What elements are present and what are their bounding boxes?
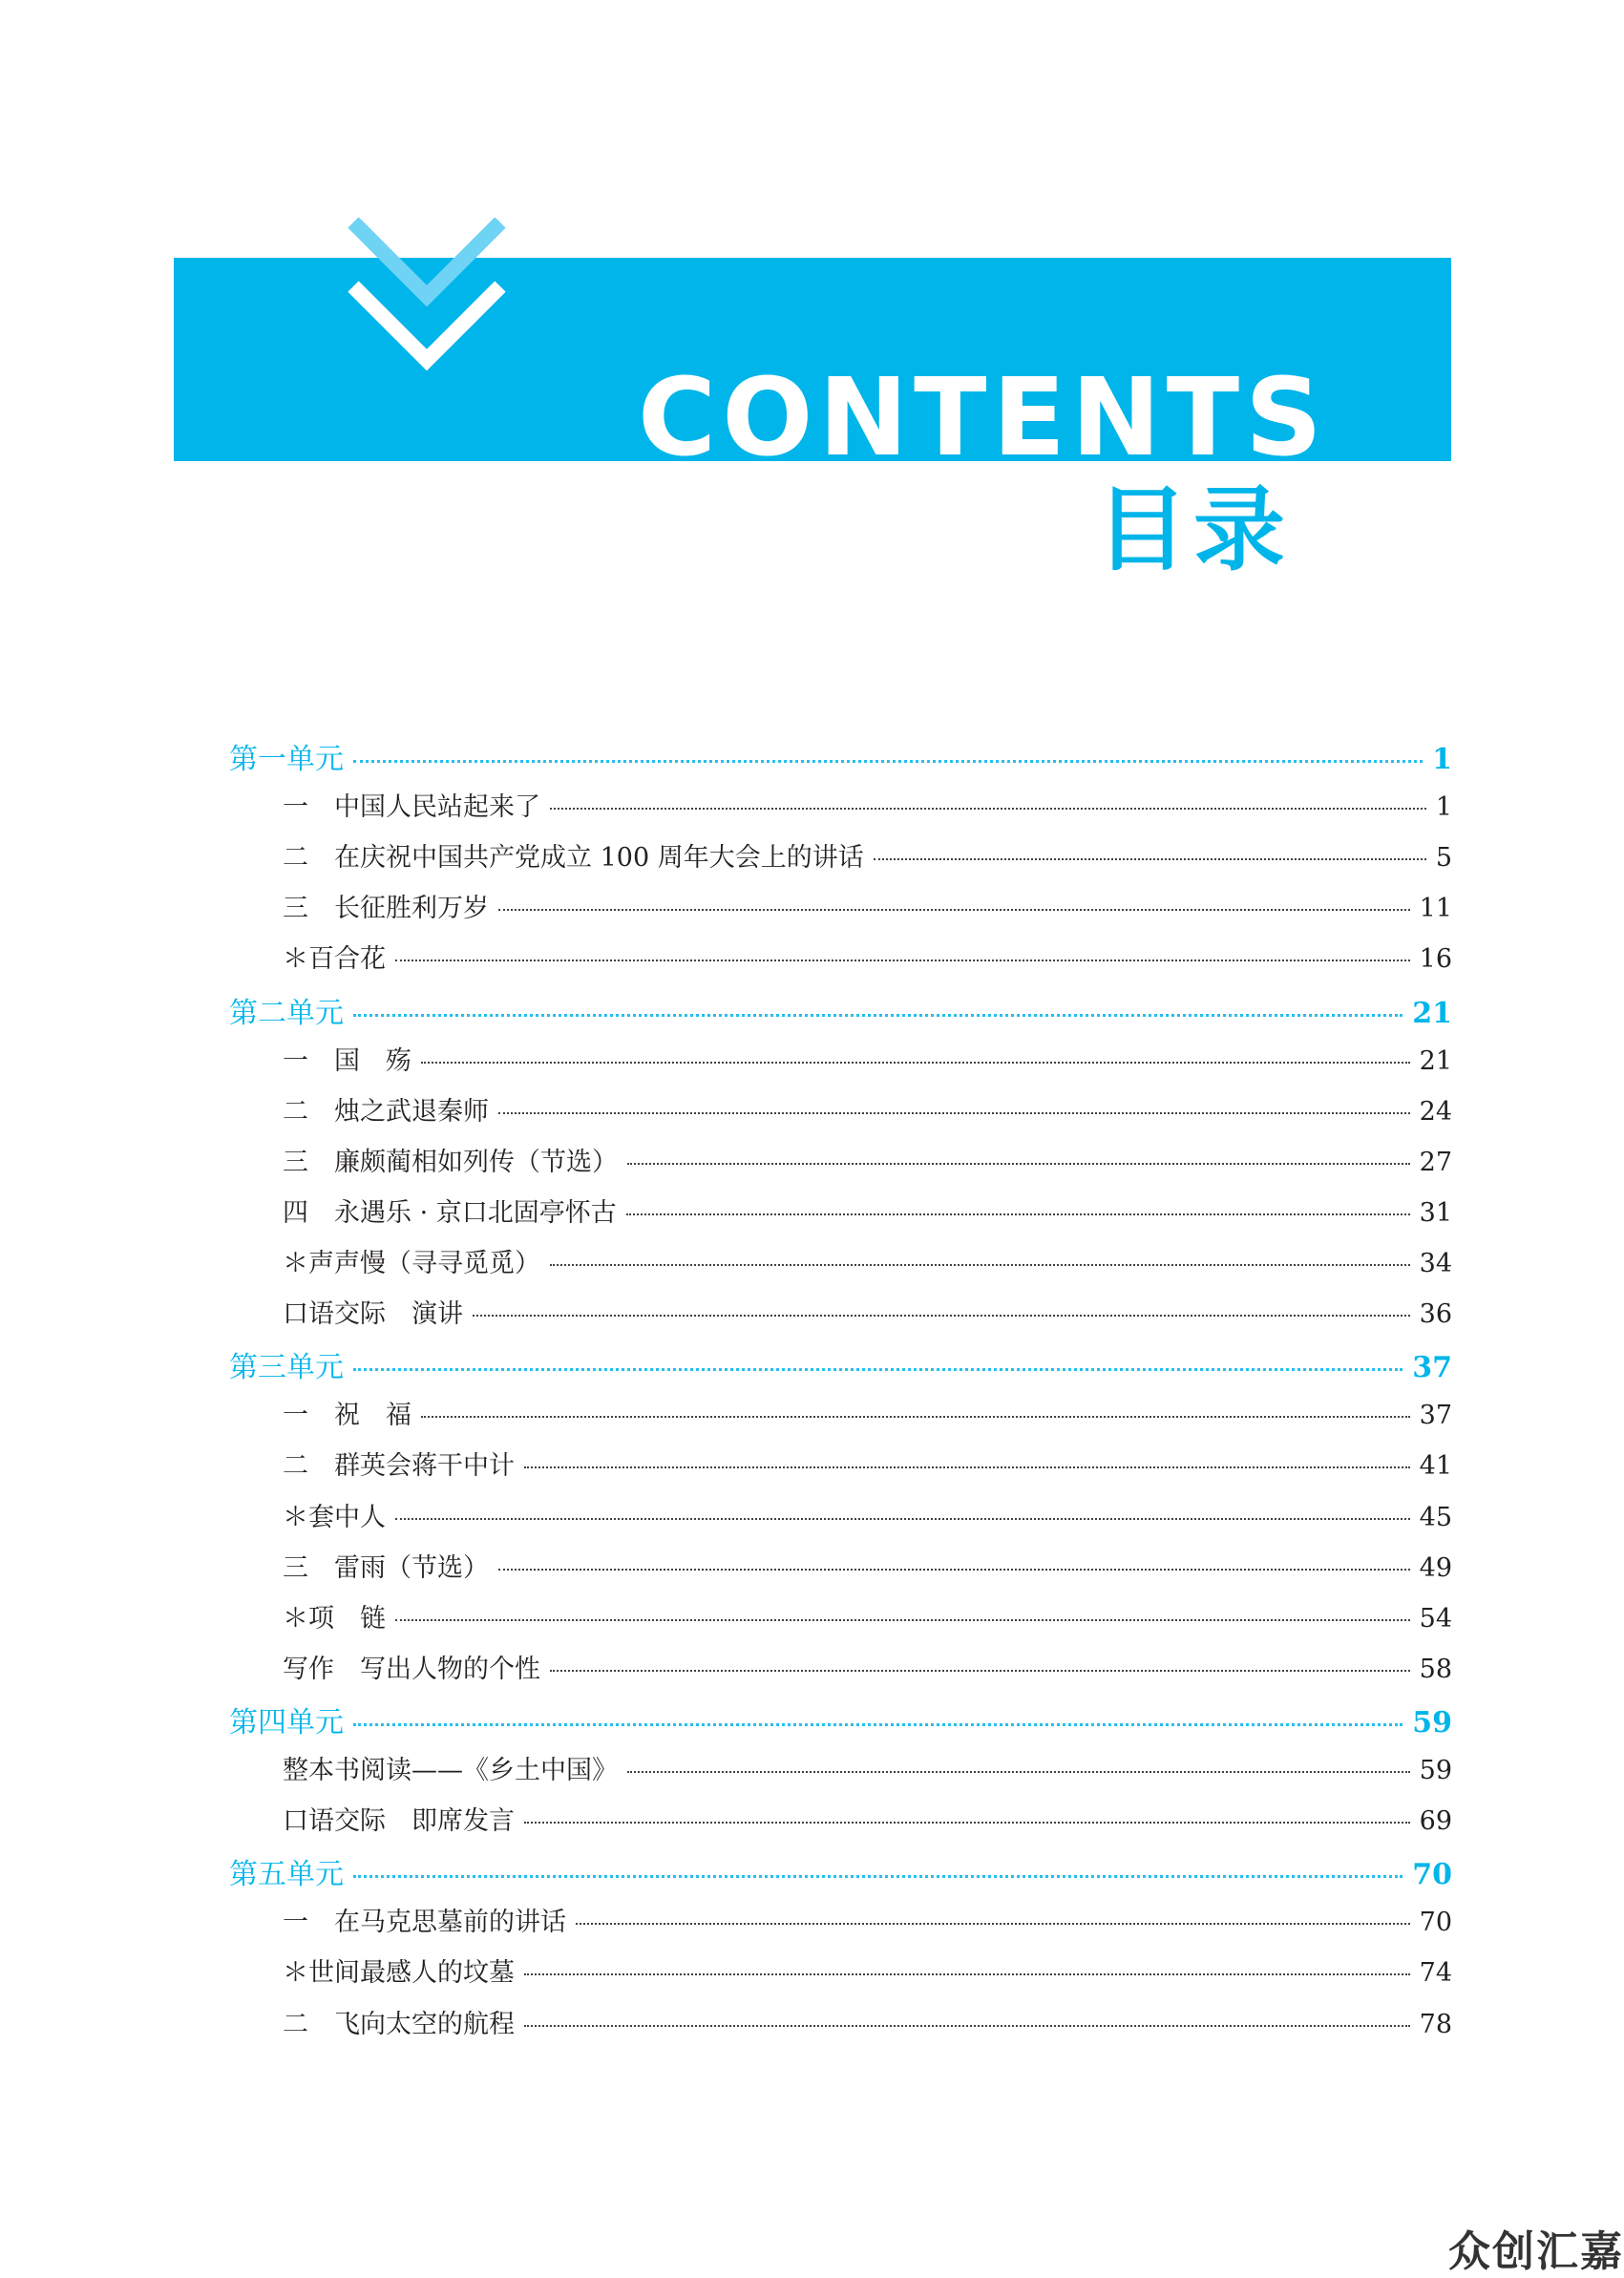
toc-page-number: 36 [1419, 1299, 1452, 1330]
dot-leader [353, 1723, 1403, 1726]
toc-title: 第四单元 [229, 1705, 344, 1740]
toc-page-number: 49 [1419, 1552, 1452, 1583]
toc-title: ＊百合花 [283, 944, 386, 975]
toc-page-number: 1 [1435, 792, 1452, 823]
toc-unit-row[interactable] [229, 989, 1452, 1031]
toc-title: 第五单元 [229, 1858, 344, 1892]
toc-page-number: 5 [1435, 843, 1452, 874]
toc-page-number: 34 [1419, 1249, 1452, 1278]
toc-page-number: 21 [1412, 996, 1452, 1030]
toc-title: 第三单元 [229, 1351, 344, 1385]
toc-page-number: 70 [1419, 1908, 1452, 1938]
toc-page-number: 16 [1419, 944, 1452, 975]
toc-lesson-row[interactable] [283, 786, 1452, 823]
toc-unit-row[interactable] [229, 735, 1452, 777]
toc-lesson-row[interactable] [283, 1547, 1452, 1584]
toc-page-number: 27 [1419, 1147, 1452, 1177]
dot-leader [421, 1062, 1410, 1064]
toc-page-number: 37 [1412, 1351, 1452, 1385]
toc-title: 四 永遇乐 · 京口北固亭怀古 [283, 1197, 617, 1228]
toc-lesson-row[interactable] [283, 1951, 1452, 1989]
toc-title: 一 在马克思墓前的讲话 [283, 1908, 566, 1938]
dot-leader [353, 1014, 1403, 1017]
toc-title: 第二单元 [229, 996, 344, 1030]
toc-lesson-row[interactable] [283, 1445, 1452, 1482]
dot-leader [524, 1822, 1410, 1824]
toc-page-number: 58 [1419, 1654, 1452, 1684]
dot-leader [395, 1619, 1410, 1621]
dot-leader [395, 1518, 1410, 1520]
dot-leader [498, 1112, 1410, 1114]
dot-leader [550, 1670, 1410, 1672]
toc-lesson-row[interactable] [283, 836, 1452, 874]
toc-page-number: 69 [1419, 1806, 1452, 1837]
toc-page-number: 37 [1419, 1401, 1452, 1431]
toc-title: 二 群英会蒋干中计 [283, 1451, 515, 1482]
toc-page-number: 1 [1432, 743, 1452, 776]
toc-page-number: 41 [1419, 1451, 1452, 1482]
toc-title: 第一单元 [229, 743, 344, 776]
toc-page-number: 31 [1419, 1197, 1452, 1228]
toc-lesson-row[interactable] [283, 1090, 1452, 1128]
watermark-logo: 众创汇嘉 [1448, 2227, 1624, 2276]
dot-leader [576, 1923, 1410, 1925]
toc-lesson-row[interactable] [283, 1597, 1452, 1635]
toc-page-number: 59 [1419, 1756, 1452, 1785]
toc-title: 三 廉颇蔺相如列传（节选） [283, 1147, 618, 1177]
toc-page-number: 45 [1419, 1502, 1452, 1532]
toc-title: 口语交际 演讲 [283, 1299, 463, 1330]
toc-lesson-row[interactable] [283, 1749, 1452, 1786]
toc-title: 整本书阅读——《乡土中国》 [283, 1756, 618, 1785]
toc-lesson-row[interactable] [283, 1394, 1452, 1431]
toc-title: 三 长征胜利万岁 [283, 894, 489, 924]
toc-lesson-row[interactable] [283, 1901, 1452, 1938]
toc-page-number: 59 [1412, 1705, 1452, 1740]
toc-title: 写作 写出人物的个性 [283, 1654, 540, 1684]
toc-lesson-row[interactable] [283, 1293, 1452, 1330]
toc-lesson-row[interactable] [283, 1192, 1452, 1229]
mulu-heading: 目录 [1096, 476, 1291, 583]
toc-unit-row[interactable] [229, 1850, 1452, 1892]
toc-page-number: 74 [1419, 1958, 1452, 1989]
toc-title: ＊项 链 [283, 1603, 386, 1634]
toc-title: 二 在庆祝中国共产党成立 100 周年大会上的讲话 [283, 843, 864, 874]
toc-lesson-row[interactable] [283, 938, 1452, 975]
dot-leader [550, 1264, 1410, 1266]
toc-title: 一 中国人民站起来了 [283, 792, 540, 823]
toc-title: 二 烛之武退秦师 [283, 1096, 489, 1127]
toc-lesson-row[interactable] [283, 1496, 1452, 1533]
toc-unit-row[interactable] [229, 1698, 1452, 1740]
toc-title: 二 飞向太空的航程 [283, 2009, 515, 2039]
dot-leader [395, 960, 1410, 961]
dot-leader [874, 858, 1426, 860]
toc-page-number: 21 [1419, 1045, 1452, 1076]
toc-page-number: 70 [1412, 1858, 1452, 1892]
toc-title: ＊声声慢（寻寻觅觅） [283, 1249, 540, 1278]
dot-leader [353, 1368, 1403, 1371]
dot-leader [627, 1771, 1410, 1773]
toc-title: ＊套中人 [283, 1502, 386, 1532]
dot-leader [524, 2025, 1410, 2027]
toc-title: 口语交际 即席发言 [283, 1806, 515, 1837]
toc-title: 一 祝 福 [283, 1401, 411, 1431]
dot-leader [627, 1163, 1410, 1165]
dot-leader [498, 1569, 1410, 1571]
toc-lesson-row[interactable] [283, 1648, 1452, 1685]
toc-lesson-row[interactable] [283, 2003, 1452, 2040]
toc-lesson-row[interactable] [283, 1800, 1452, 1837]
toc-page-number: 78 [1419, 2009, 1452, 2039]
toc-title: ＊世间最感人的坟墓 [283, 1958, 515, 1989]
toc-page-number: 24 [1419, 1096, 1452, 1127]
dot-leader [626, 1213, 1410, 1215]
toc-page-number: 11 [1419, 894, 1452, 924]
toc-lesson-row[interactable] [283, 1242, 1452, 1279]
dot-leader [473, 1315, 1410, 1317]
contents-heading: CONTENTS [638, 361, 1328, 461]
dot-leader [421, 1416, 1410, 1418]
dot-leader [353, 1875, 1403, 1878]
toc-lesson-row[interactable] [283, 1040, 1452, 1077]
dot-leader [353, 760, 1423, 763]
dot-leader [550, 808, 1426, 810]
dot-leader [498, 909, 1410, 911]
toc-page-number: 54 [1419, 1603, 1452, 1634]
toc-title: 一 国 殇 [283, 1045, 411, 1076]
toc-lesson-row[interactable] [283, 887, 1452, 924]
toc-lesson-row[interactable] [283, 1141, 1452, 1178]
toc-title: 三 雷雨（节选） [283, 1552, 489, 1583]
dot-leader [524, 1466, 1410, 1468]
dot-leader [524, 1973, 1410, 1975]
toc-unit-row[interactable] [229, 1343, 1452, 1385]
